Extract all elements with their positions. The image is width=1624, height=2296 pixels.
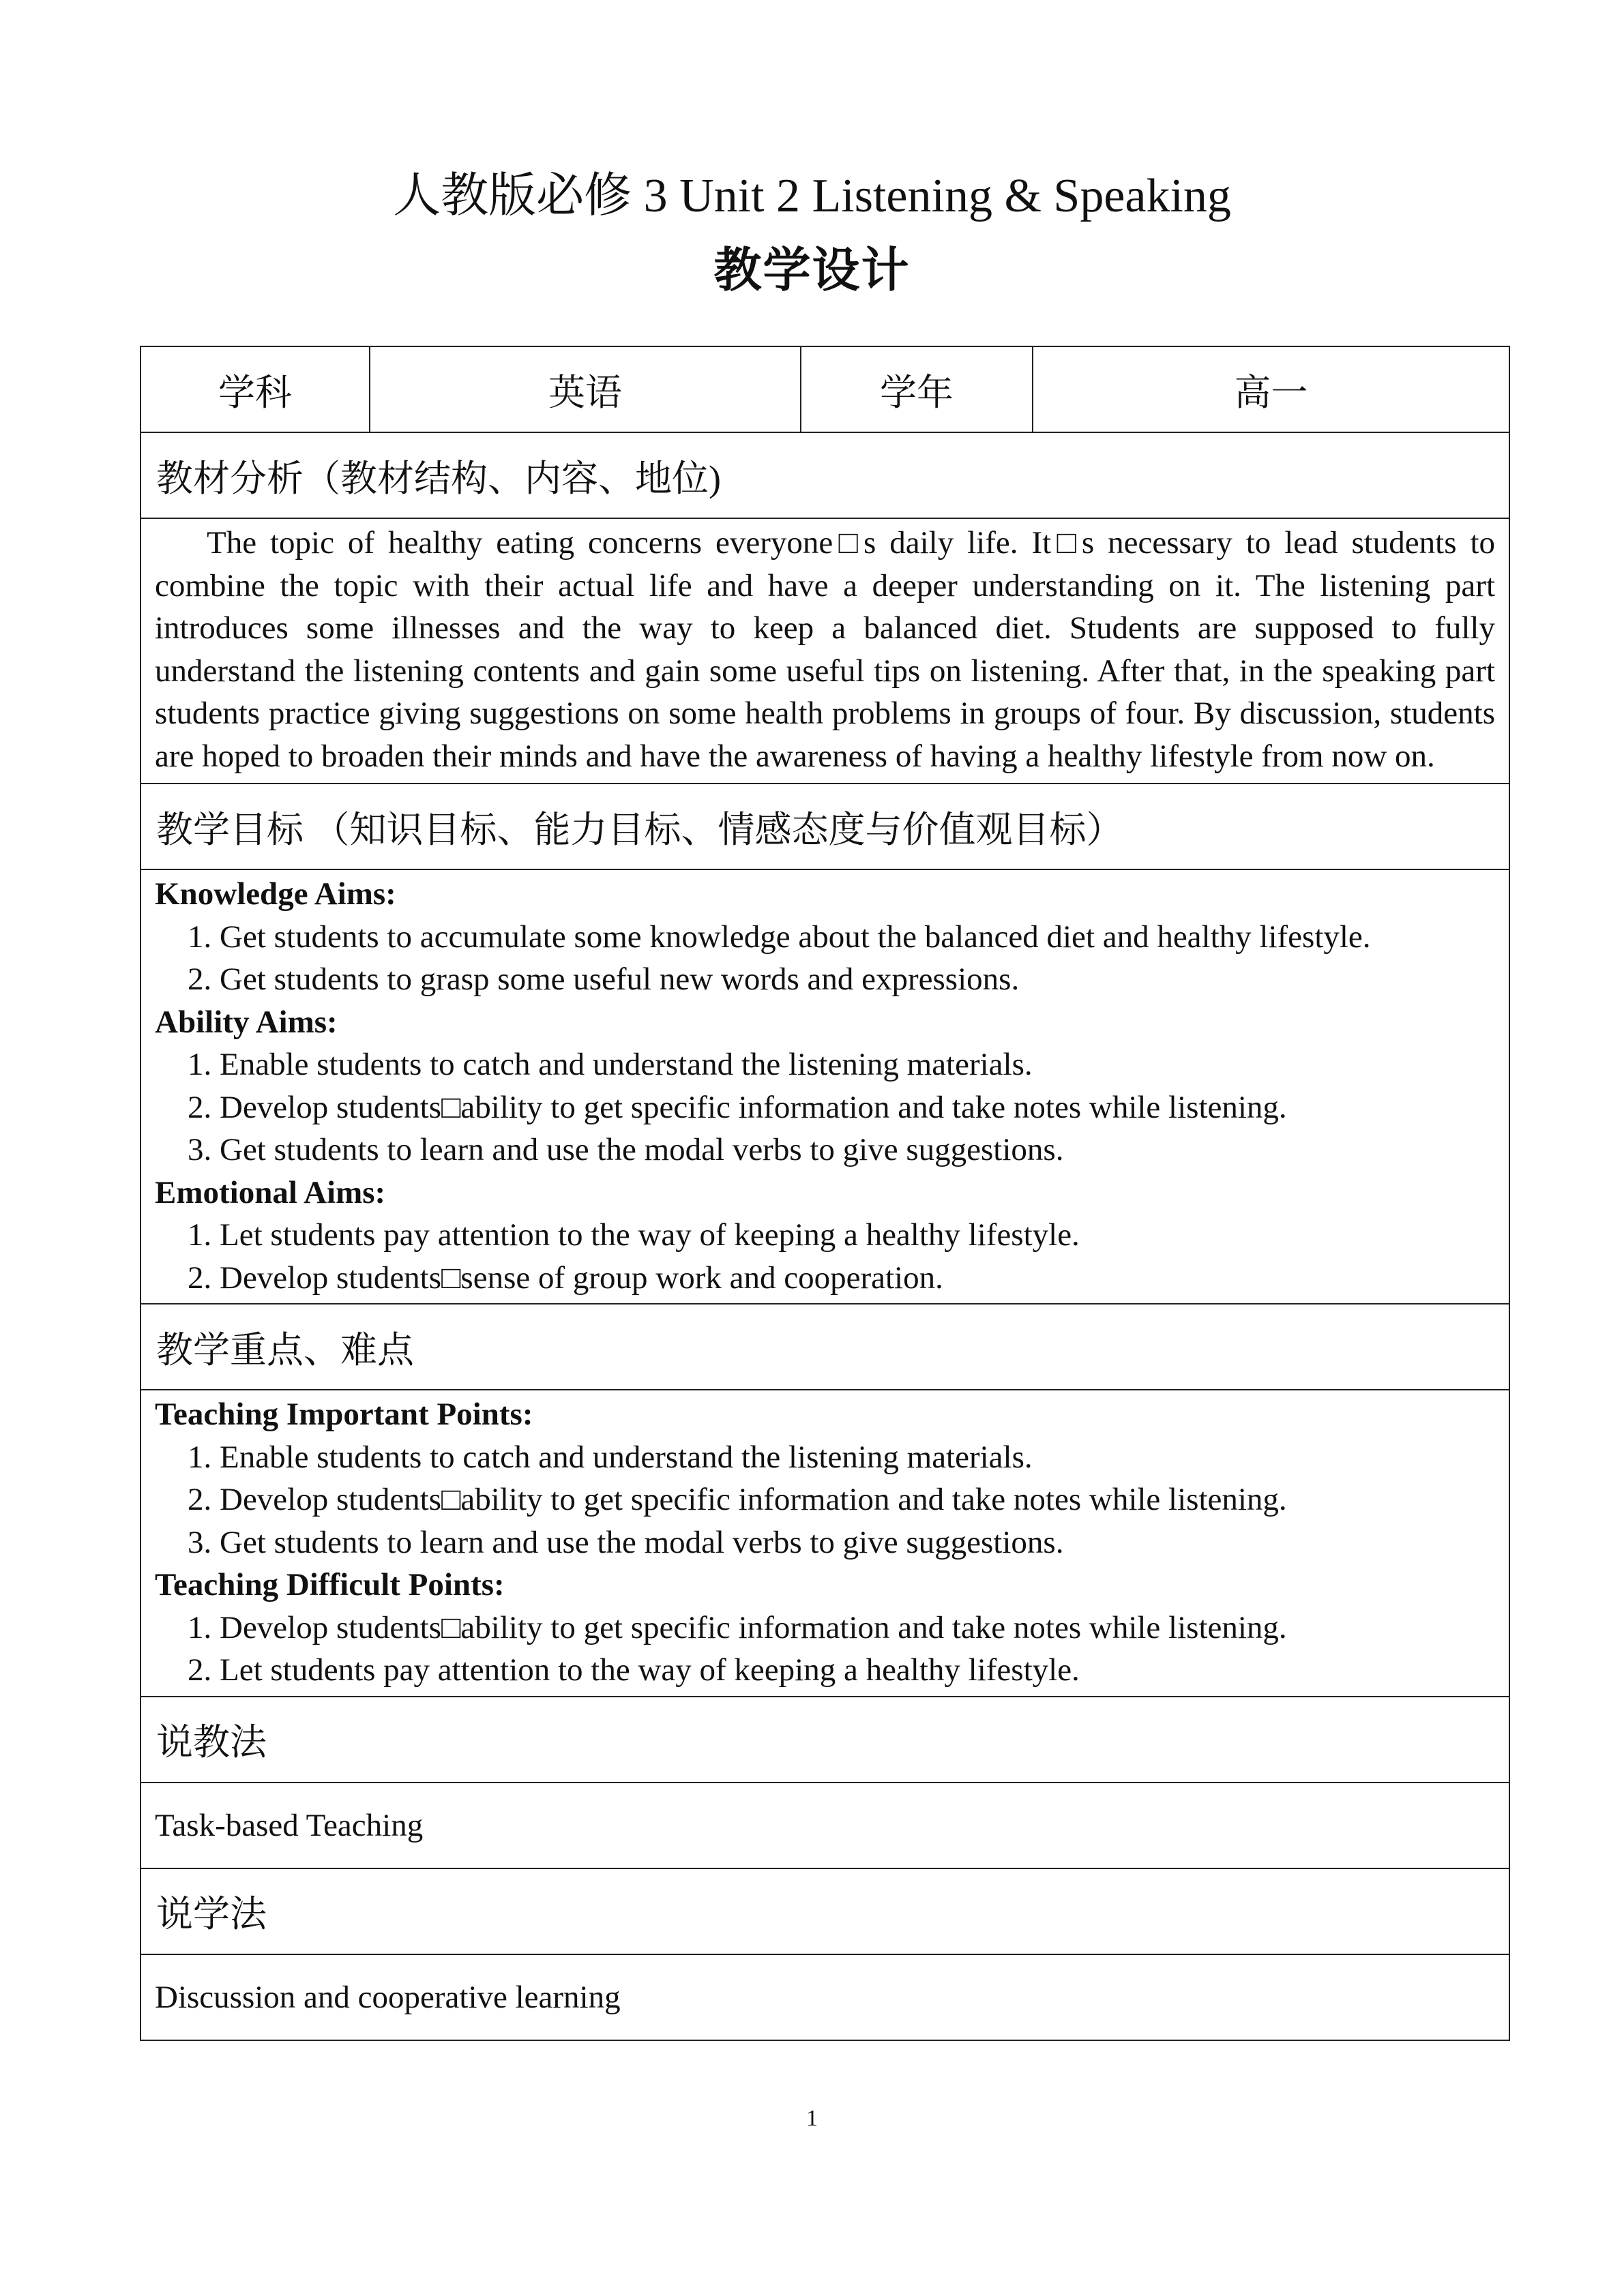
teaching-method-heading-row [141,1697,1509,1783]
list-item: 2. Develop students□ability to get specific information and take notes while listening. [188,1089,1287,1125]
list-item: 1. Enable students to catch and understand the listening materials. [188,1047,1033,1082]
teaching-method-heading: 说教法 [141,1697,1509,1783]
list-item: 1. Enable students to catch and understand the listening materials. [188,1439,1033,1475]
list-item: 2. Get students to grasp some useful new words and expressions. [188,961,1020,997]
page-number: 1 [806,2106,818,2131]
title-line-1: 人教版必修 3 Unit 2 Listening & Speaking [393,170,1231,222]
teaching-method-row [141,1783,1509,1868]
list-item: 2. Let students pay attention to the way of keeping a healthy lifestyle. [188,1652,1080,1688]
objectives-heading: 教学目标 （知识目标、能力目标、情感态度与价值观目标） [141,784,1509,869]
learning-method-heading: 说学法 [141,1868,1509,1954]
learning-method-row [141,1954,1509,2040]
year-value: 高一 [1033,346,1509,432]
knowledge-aims-title: Knowledge Aims: [155,876,396,912]
year-label: 学年 [801,346,1033,432]
list-item: 1. Let students pay attention to the way of keeping a healthy lifestyle. [188,1217,1080,1253]
analysis-heading: 教材分析（教材结构、内容、地位) [141,432,1509,518]
knowledge-aims [155,873,1495,1001]
document-title [0,158,1624,308]
objectives-heading-row [141,784,1509,869]
learning-method-heading-row [141,1868,1509,1954]
emotional-aims-title: Emotional Aims: [155,1174,386,1210]
subject-label: 学科 [141,346,370,432]
analysis-heading-row [141,432,1509,518]
difficult-points-title: Teaching Difficult Points: [155,1567,505,1602]
analysis-content [141,518,1509,784]
info-row [141,346,1509,432]
difficult-points [155,1564,1495,1692]
key-points-content [141,1390,1509,1697]
list-item: 2. Develop students□ability to get specific information and take notes while listening. [188,1482,1287,1517]
key-points-content-row [141,1390,1509,1697]
subject-value: 英语 [370,346,801,432]
analysis-paragraph: The topic of healthy eating concerns everyone□s daily life. It□s necessary to lead students to combine the topic with their actual life and have a deeper understanding on it. The listening part introduces some illnesses and the way to keep a balanced diet. Students are supposed to fully understand the listening contents and gain some useful tips on listening. After that, in the speaking part students practice giving suggestions on some health problems in groups of four. By discussion, students are hoped to broaden their minds and have the awareness of having a healthy lifestyle from now on. [155,525,1495,774]
learning-method-value: Discussion and cooperative learning [141,1954,1509,2040]
list-item: 1. Develop students□ability to get specific information and take notes while listening. [188,1609,1287,1645]
important-points [155,1393,1495,1564]
title-line-2: 教学设计 [713,245,911,297]
ability-aims-title: Ability Aims: [155,1004,338,1040]
key-points-heading: 教学重点、难点 [141,1304,1509,1390]
analysis-content-row [141,518,1509,784]
list-item: 2. Develop students□sense of group work and cooperation. [188,1259,943,1296]
teaching-method-value: Task-based Teaching [141,1783,1509,1868]
objectives-content [141,869,1509,1304]
list-item: 3. Get students to learn and use the modal verbs to give suggestions. [188,1524,1064,1560]
important-points-title: Teaching Important Points: [155,1397,533,1432]
ability-aims [155,1001,1495,1172]
list-item: 3. Get students to learn and use the modal verbs to give suggestions. [188,1132,1064,1167]
objectives-content-row [141,869,1509,1304]
emotional-aims [155,1172,1495,1300]
lesson-plan-table [140,346,1510,2041]
list-item: 1. Get students to accumulate some knowledge about the balanced diet and healthy lifestyle. [188,919,1371,955]
key-points-heading-row [141,1304,1509,1390]
